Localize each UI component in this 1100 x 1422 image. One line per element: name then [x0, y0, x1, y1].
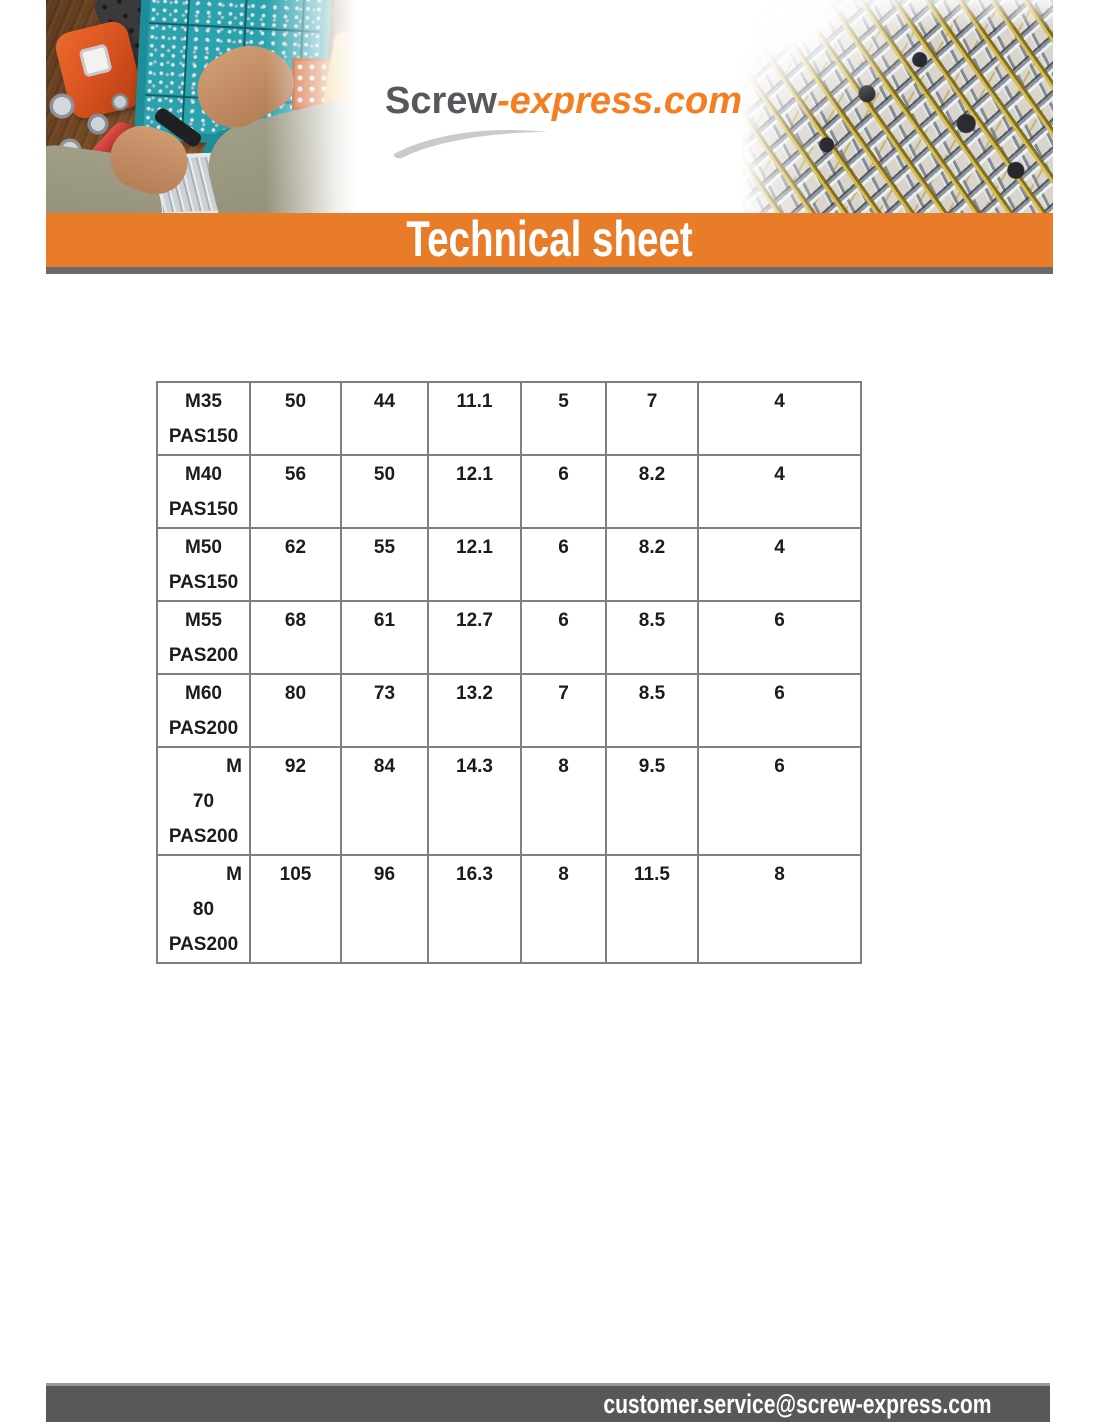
row-label: M55 PAS200 — [157, 601, 250, 674]
table-cell: 44 — [341, 382, 428, 455]
table-row — [157, 601, 861, 674]
table-cell: 6 — [521, 528, 606, 601]
table-cell: 14.3 — [428, 747, 521, 855]
table-cell: 12.1 — [428, 528, 521, 601]
table-cell: 4 — [698, 528, 861, 601]
table-cell: 13.2 — [428, 674, 521, 747]
header-photo-workbench — [46, 0, 360, 213]
table-row — [157, 528, 861, 601]
table-cell: 4 — [698, 382, 861, 455]
table-cell: 9.5 — [606, 747, 698, 855]
row-label: M 70 PAS200 — [157, 747, 250, 855]
table-cell: 4 — [698, 455, 861, 528]
table-row — [157, 747, 861, 855]
table-cell: 8.5 — [606, 674, 698, 747]
table-cell: 96 — [341, 855, 428, 963]
row-label: M35 PAS150 — [157, 382, 250, 455]
table-cell: 50 — [341, 455, 428, 528]
title-banner — [46, 213, 1053, 267]
table-cell: 84 — [341, 747, 428, 855]
table-row — [157, 855, 861, 963]
table-cell: 7 — [606, 382, 698, 455]
table-cell: 55 — [341, 528, 428, 601]
photo-white-fade — [46, 0, 360, 213]
table-cell: 6 — [698, 601, 861, 674]
logo-text-express: -express.com — [496, 80, 742, 122]
banner-shadow-bar — [46, 267, 1053, 274]
table-cell: 68 — [250, 601, 341, 674]
footer-bar — [46, 1383, 1050, 1422]
table-cell: 61 — [341, 601, 428, 674]
screw-pile-fade — [743, 0, 1053, 213]
table-row — [157, 455, 861, 528]
table-cell: 92 — [250, 747, 341, 855]
table-cell: 12.7 — [428, 601, 521, 674]
row-label: M50 PAS150 — [157, 528, 250, 601]
table-cell: 73 — [341, 674, 428, 747]
table-cell: 12.1 — [428, 455, 521, 528]
table-cell: 7 — [521, 674, 606, 747]
table-cell: 50 — [250, 382, 341, 455]
row-label: M40 PAS150 — [157, 455, 250, 528]
table-cell: 8.5 — [606, 601, 698, 674]
footer-email: customer.service@screw-express.com — [603, 1389, 992, 1419]
table-cell: 8.2 — [606, 455, 698, 528]
table-cell: 56 — [250, 455, 341, 528]
table-cell: 6 — [698, 747, 861, 855]
table-cell: 80 — [250, 674, 341, 747]
table-cell: 8.2 — [606, 528, 698, 601]
table-cell: 16.3 — [428, 855, 521, 963]
table-cell: 6 — [521, 455, 606, 528]
table-cell: 11.5 — [606, 855, 698, 963]
page-title: Technical sheet — [406, 213, 693, 267]
table-cell: 8 — [521, 747, 606, 855]
table-row — [157, 382, 861, 455]
logo — [385, 82, 742, 122]
table-cell: 8 — [698, 855, 861, 963]
table-cell: 62 — [250, 528, 341, 601]
logo-text-screw: Screw — [385, 80, 497, 122]
table-cell: 105 — [250, 855, 341, 963]
table-cell: 11.1 — [428, 382, 521, 455]
spec-table-body — [157, 382, 861, 963]
header-photo-screws — [743, 0, 1053, 213]
table-cell: 6 — [521, 601, 606, 674]
logo-swoosh — [390, 123, 552, 159]
table-cell: 5 — [521, 382, 606, 455]
row-label: M 80 PAS200 — [157, 855, 250, 963]
table-cell: 6 — [698, 674, 861, 747]
table-row — [157, 674, 861, 747]
spec-table — [156, 381, 862, 964]
row-label: M60 PAS200 — [157, 674, 250, 747]
table-cell: 8 — [521, 855, 606, 963]
